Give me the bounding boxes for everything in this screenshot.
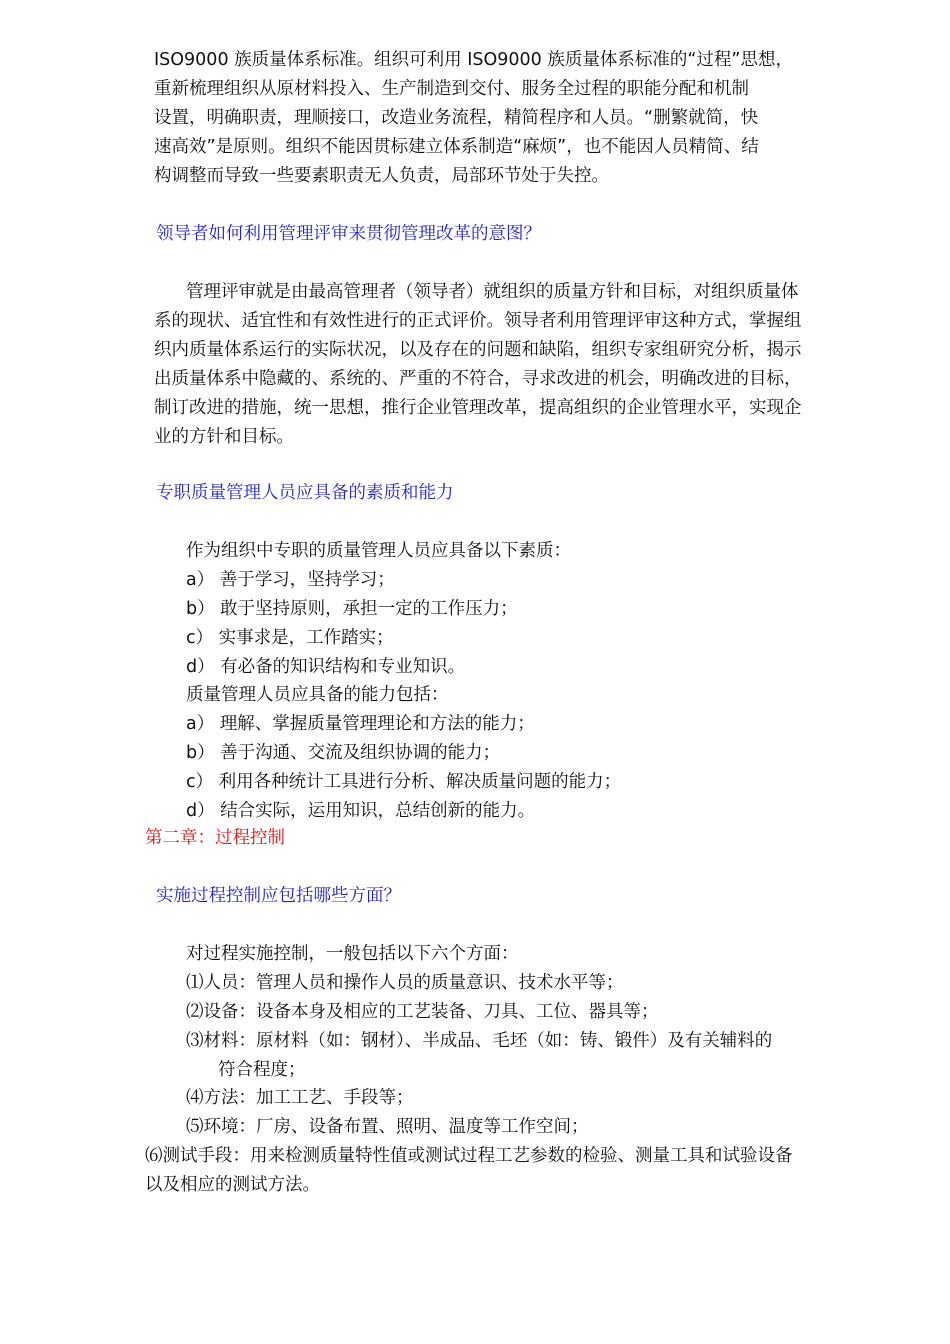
list-item: ⑶材料：原材料（如：钢材）、半成品、毛坯（如：铸、锻件）及有关辅料的 [186,1031,773,1051]
list-item: ⑵设备：设备本身及相应的工艺装备、刀具、工位、器具等； [186,1002,659,1022]
section-heading-process-control: 实施过程控制应包括哪些方面？ [156,886,401,906]
paragraph-line: 作为组织中专职的质量管理人员应具备以下素质： [186,541,571,561]
paragraph-line: 业的方针和目标。 [154,427,294,447]
intro-line: 设置，明确职责，理顺接口，改造业务流程，精简程序和人员。“删繁就简，快 [154,108,759,128]
intro-line: 构调整而导致一些要素职责无人负责，局部环节处于失控。 [154,166,609,186]
list-item: ⑴人员：管理人员和操作人员的质量意识、技术水平等； [186,973,624,993]
list-item-continuation: 符合程度； [218,1060,306,1080]
paragraph-line: 对过程实施控制，一般包括以下六个方面： [186,944,519,964]
paragraph-line: 织内质量体系运行的实际状况，以及存在的问题和缺陷，组织专家组研究分析，揭示 [154,340,802,360]
paragraph-line: 制订改进的措施，统一思想，推行企业管理改革，提高组织的企业管理水平，实现企 [154,398,802,418]
section-heading-quality-staff: 专职质量管理人员应具备的素质和能力 [156,483,454,503]
list-item: d） 有必备的知识结构和专业知识。 [186,657,466,677]
list-item: ⑹测试手段：用来检测质量特性值或测试过程工艺参数的检验、测量工具和试验设备 [145,1146,793,1166]
list-item: a） 善于学习，坚持学习； [186,570,395,590]
paragraph-line: 质量管理人员应具备的能力包括： [186,685,449,705]
list-item: c） 利用各种统计工具进行分析、解决质量问题的能力； [186,772,622,792]
list-item: ⑸环境：厂房、设备布置、照明、温度等工作空间； [186,1117,589,1137]
list-item: b） 敢于坚持原则，承担一定的工作压力； [186,599,518,619]
intro-line: 速高效”是原则。组织不能因贯标建立体系制造“麻烦”，也不能因人员精简、结 [154,137,759,157]
section-heading-management-review: 领导者如何利用管理评审来贯彻管理改革的意图？ [156,224,541,244]
list-item: ⑷方法：加工工艺、手段等； [186,1088,414,1108]
list-item-continuation: 以及相应的测试方法。 [145,1175,320,1195]
list-item: a） 理解、掌握质量管理理论和方法的能力； [186,714,535,734]
paragraph-line: 系的现状、适宜性和有效性进行的正式评价。领导者利用管理评审这种方式，掌握组 [154,311,802,331]
list-item: c） 实事求是，工作踏实； [186,628,394,648]
list-item: d） 结合实际，运用知识，总结创新的能力。 [186,801,536,821]
paragraph-line: 出质量体系中隐藏的、系统的、严重的不符合，寻求改进的机会，明确改进的目标， [154,369,802,389]
chapter-title: 第二章：过程控制 [145,828,285,848]
intro-line: ISO9000 族质量体系标准。组织可利用 ISO9000 族质量体系标准的“过程”思想， [154,50,793,70]
intro-line: 重新梳理组织从原材料投入、生产制造到交付、服务全过程的职能分配和机制 [154,79,749,99]
list-item: b） 善于沟通、交流及组织协调的能力； [186,743,501,763]
paragraph-line: 管理评审就是由最高管理者（领导者）就组织的质量方针和目标，对组织质量体 [186,282,799,302]
